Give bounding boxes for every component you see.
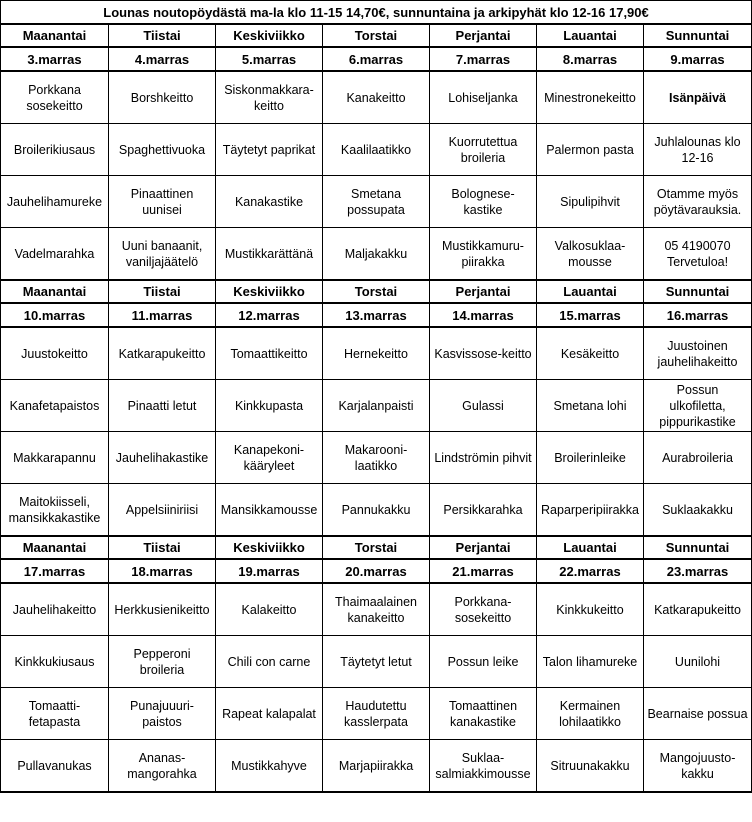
date-cell: 21.marras: [430, 559, 537, 583]
date-cell: 14.marras: [430, 303, 537, 327]
dish-cell: Borshkeitto: [109, 71, 216, 124]
date-cell: 23.marras: [644, 559, 752, 583]
day-header: Maanantai: [1, 280, 109, 303]
dish-cell: Bearnaise possua: [644, 688, 752, 740]
dish-cell: Marjapiirakka: [323, 740, 430, 793]
date-row: [1, 303, 752, 327]
dish-cell: Broilerikiusaus: [1, 124, 109, 176]
dish-cell: Bolognese-kastike: [430, 176, 537, 228]
dish-cell: Kasvissose-keitto: [430, 327, 537, 380]
dish-cell: Valkosuklaa-mousse: [537, 228, 644, 281]
date-cell: 20.marras: [323, 559, 430, 583]
dish-cell: Makkarapannu: [1, 432, 109, 484]
dish-cell: Talon lihamureke: [537, 636, 644, 688]
day-header-row: [1, 24, 752, 47]
dish-cell: Mustikkamuru-piirakka: [430, 228, 537, 281]
dish-cell: Herkkusienikeitto: [109, 583, 216, 636]
dish-cell: Kaalilaatikko: [323, 124, 430, 176]
dish-cell: Mansikkamousse: [216, 484, 323, 537]
dish-cell: Mangojuusto-kakku: [644, 740, 752, 793]
dish-cell: Palermon pasta: [537, 124, 644, 176]
day-header: Torstai: [323, 24, 430, 47]
dish-cell: Isänpäivä: [644, 71, 752, 124]
dish-row: [1, 740, 752, 793]
dish-row: [1, 484, 752, 537]
dish-cell: Juhlalounas klo 12-16: [644, 124, 752, 176]
dish-cell: Makarooni-laatikko: [323, 432, 430, 484]
dish-cell: Kanapekoni-kääryleet: [216, 432, 323, 484]
dish-cell: Broilerinleike: [537, 432, 644, 484]
dish-cell: Chili con carne: [216, 636, 323, 688]
dish-cell: Thaimaalainen kanakeitto: [323, 583, 430, 636]
dish-cell: Kinkkupasta: [216, 380, 323, 432]
dish-cell: Kermainen lohilaatikko: [537, 688, 644, 740]
dish-row: [1, 380, 752, 432]
day-header: Sunnuntai: [644, 24, 752, 47]
date-cell: 16.marras: [644, 303, 752, 327]
date-cell: 7.marras: [430, 47, 537, 71]
dish-cell: Lindströmin pihvit: [430, 432, 537, 484]
dish-cell: Mustikkahyve: [216, 740, 323, 793]
dish-cell: Pullavanukas: [1, 740, 109, 793]
day-header: Lauantai: [537, 536, 644, 559]
dish-cell: Possun ulkofiletta, pippurikastike: [644, 380, 752, 432]
dish-cell: Maljakakku: [323, 228, 430, 281]
day-header: Perjantai: [430, 280, 537, 303]
day-header: Tiistai: [109, 536, 216, 559]
dish-cell: Kanafetapaistos: [1, 380, 109, 432]
dish-cell: Täytetyt letut: [323, 636, 430, 688]
dish-cell: Kinkkukeitto: [537, 583, 644, 636]
date-cell: 9.marras: [644, 47, 752, 71]
dish-cell: Täytetyt paprikat: [216, 124, 323, 176]
day-header: Tiistai: [109, 280, 216, 303]
dish-cell: Kuorrutettua broileria: [430, 124, 537, 176]
day-header: Torstai: [323, 536, 430, 559]
dish-row: [1, 583, 752, 636]
dish-cell: Gulassi: [430, 380, 537, 432]
dish-row: [1, 636, 752, 688]
date-cell: 11.marras: [109, 303, 216, 327]
day-header: Torstai: [323, 280, 430, 303]
date-cell: 8.marras: [537, 47, 644, 71]
dish-row: [1, 688, 752, 740]
dish-cell: Raparperipiirakka: [537, 484, 644, 537]
dish-cell: Tomaatti-fetapasta: [1, 688, 109, 740]
dish-cell: Katkarapukeitto: [644, 583, 752, 636]
dish-cell: Mustikkarättänä: [216, 228, 323, 281]
dish-cell: Jauhelihakeitto: [1, 583, 109, 636]
dish-cell: Jauhelihakastike: [109, 432, 216, 484]
dish-cell: Tomaattinen kanakastike: [430, 688, 537, 740]
day-header: Keskiviikko: [216, 536, 323, 559]
dish-row: [1, 432, 752, 484]
date-cell: 19.marras: [216, 559, 323, 583]
day-header: Maanantai: [1, 536, 109, 559]
dish-cell: Juustokeitto: [1, 327, 109, 380]
dish-cell: Kanakastike: [216, 176, 323, 228]
dish-cell: Sitruunakakku: [537, 740, 644, 793]
dish-cell: Rapeat kalapalat: [216, 688, 323, 740]
dish-cell: Smetana lohi: [537, 380, 644, 432]
dish-cell: Tomaattikeitto: [216, 327, 323, 380]
date-cell: 6.marras: [323, 47, 430, 71]
dish-cell: 05 4190070 Tervetuloa!: [644, 228, 752, 281]
dish-cell: Suklaa-salmiakkimousse: [430, 740, 537, 793]
dish-cell: Ananas-mangorahka: [109, 740, 216, 793]
day-header: Sunnuntai: [644, 536, 752, 559]
dish-cell: Kinkkukiusaus: [1, 636, 109, 688]
day-header: Perjantai: [430, 24, 537, 47]
dish-cell: Karjalanpaisti: [323, 380, 430, 432]
dish-row: [1, 327, 752, 380]
dish-cell: Uuni banaanit, vaniljajäätelö: [109, 228, 216, 281]
dish-row: [1, 228, 752, 281]
day-header: Lauantai: [537, 280, 644, 303]
dish-cell: Juustoinen jauhelihakeitto: [644, 327, 752, 380]
day-header-row: [1, 280, 752, 303]
dish-cell: Porkkana sosekeitto: [1, 71, 109, 124]
day-header: Sunnuntai: [644, 280, 752, 303]
day-header: Keskiviikko: [216, 24, 323, 47]
day-header: Maanantai: [1, 24, 109, 47]
dish-cell: Pinaatti letut: [109, 380, 216, 432]
dish-row: [1, 176, 752, 228]
dish-cell: Punajuuuri-paistos: [109, 688, 216, 740]
dish-cell: Uunilohi: [644, 636, 752, 688]
dish-cell: Kalakeitto: [216, 583, 323, 636]
date-row: [1, 559, 752, 583]
dish-cell: Sipulipihvit: [537, 176, 644, 228]
dish-cell: Possun leike: [430, 636, 537, 688]
day-header: Tiistai: [109, 24, 216, 47]
dish-cell: Pannukakku: [323, 484, 430, 537]
menu-title: Lounas noutopöydästä ma-la klo 11-15 14,70€, sunnuntaina ja arkipyhät klo 12-16 17,90€: [1, 1, 752, 25]
dish-row: [1, 124, 752, 176]
day-header: Lauantai: [537, 24, 644, 47]
dish-cell: Smetana possupata: [323, 176, 430, 228]
date-cell: 3.marras: [1, 47, 109, 71]
date-cell: 4.marras: [109, 47, 216, 71]
dish-cell: Minestronekeitto: [537, 71, 644, 124]
dish-cell: Pepperoni broileria: [109, 636, 216, 688]
dish-cell: Appelsiiniriisi: [109, 484, 216, 537]
day-header: Keskiviikko: [216, 280, 323, 303]
date-cell: 13.marras: [323, 303, 430, 327]
date-cell: 17.marras: [1, 559, 109, 583]
day-header-row: [1, 536, 752, 559]
date-cell: 10.marras: [1, 303, 109, 327]
dish-cell: Katkarapukeitto: [109, 327, 216, 380]
dish-cell: Haudutettu kasslerpata: [323, 688, 430, 740]
date-cell: 15.marras: [537, 303, 644, 327]
dish-cell: Vadelmarahka: [1, 228, 109, 281]
dish-cell: Spaghettivuoka: [109, 124, 216, 176]
date-cell: 12.marras: [216, 303, 323, 327]
dish-cell: Otamme myös pöytävarauksia.: [644, 176, 752, 228]
date-cell: 18.marras: [109, 559, 216, 583]
dish-cell: Suklaakakku: [644, 484, 752, 537]
dish-cell: Pinaattinen uunisei: [109, 176, 216, 228]
date-row: [1, 47, 752, 71]
dish-cell: Maitokiisseli, mansikkakastike: [1, 484, 109, 537]
dish-cell: Aurabroileria: [644, 432, 752, 484]
dish-cell: Lohiseljanka: [430, 71, 537, 124]
dish-cell: Persikkarahka: [430, 484, 537, 537]
dish-row: [1, 71, 752, 124]
date-cell: 5.marras: [216, 47, 323, 71]
day-header: Perjantai: [430, 536, 537, 559]
dish-cell: Kanakeitto: [323, 71, 430, 124]
dish-cell: Hernekeitto: [323, 327, 430, 380]
dish-cell: Porkkana-sosekeitto: [430, 583, 537, 636]
dish-cell: Siskonmakkara-keitto: [216, 71, 323, 124]
dish-cell: Jauhelihamureke: [1, 176, 109, 228]
dish-cell: Kesäkeitto: [537, 327, 644, 380]
date-cell: 22.marras: [537, 559, 644, 583]
